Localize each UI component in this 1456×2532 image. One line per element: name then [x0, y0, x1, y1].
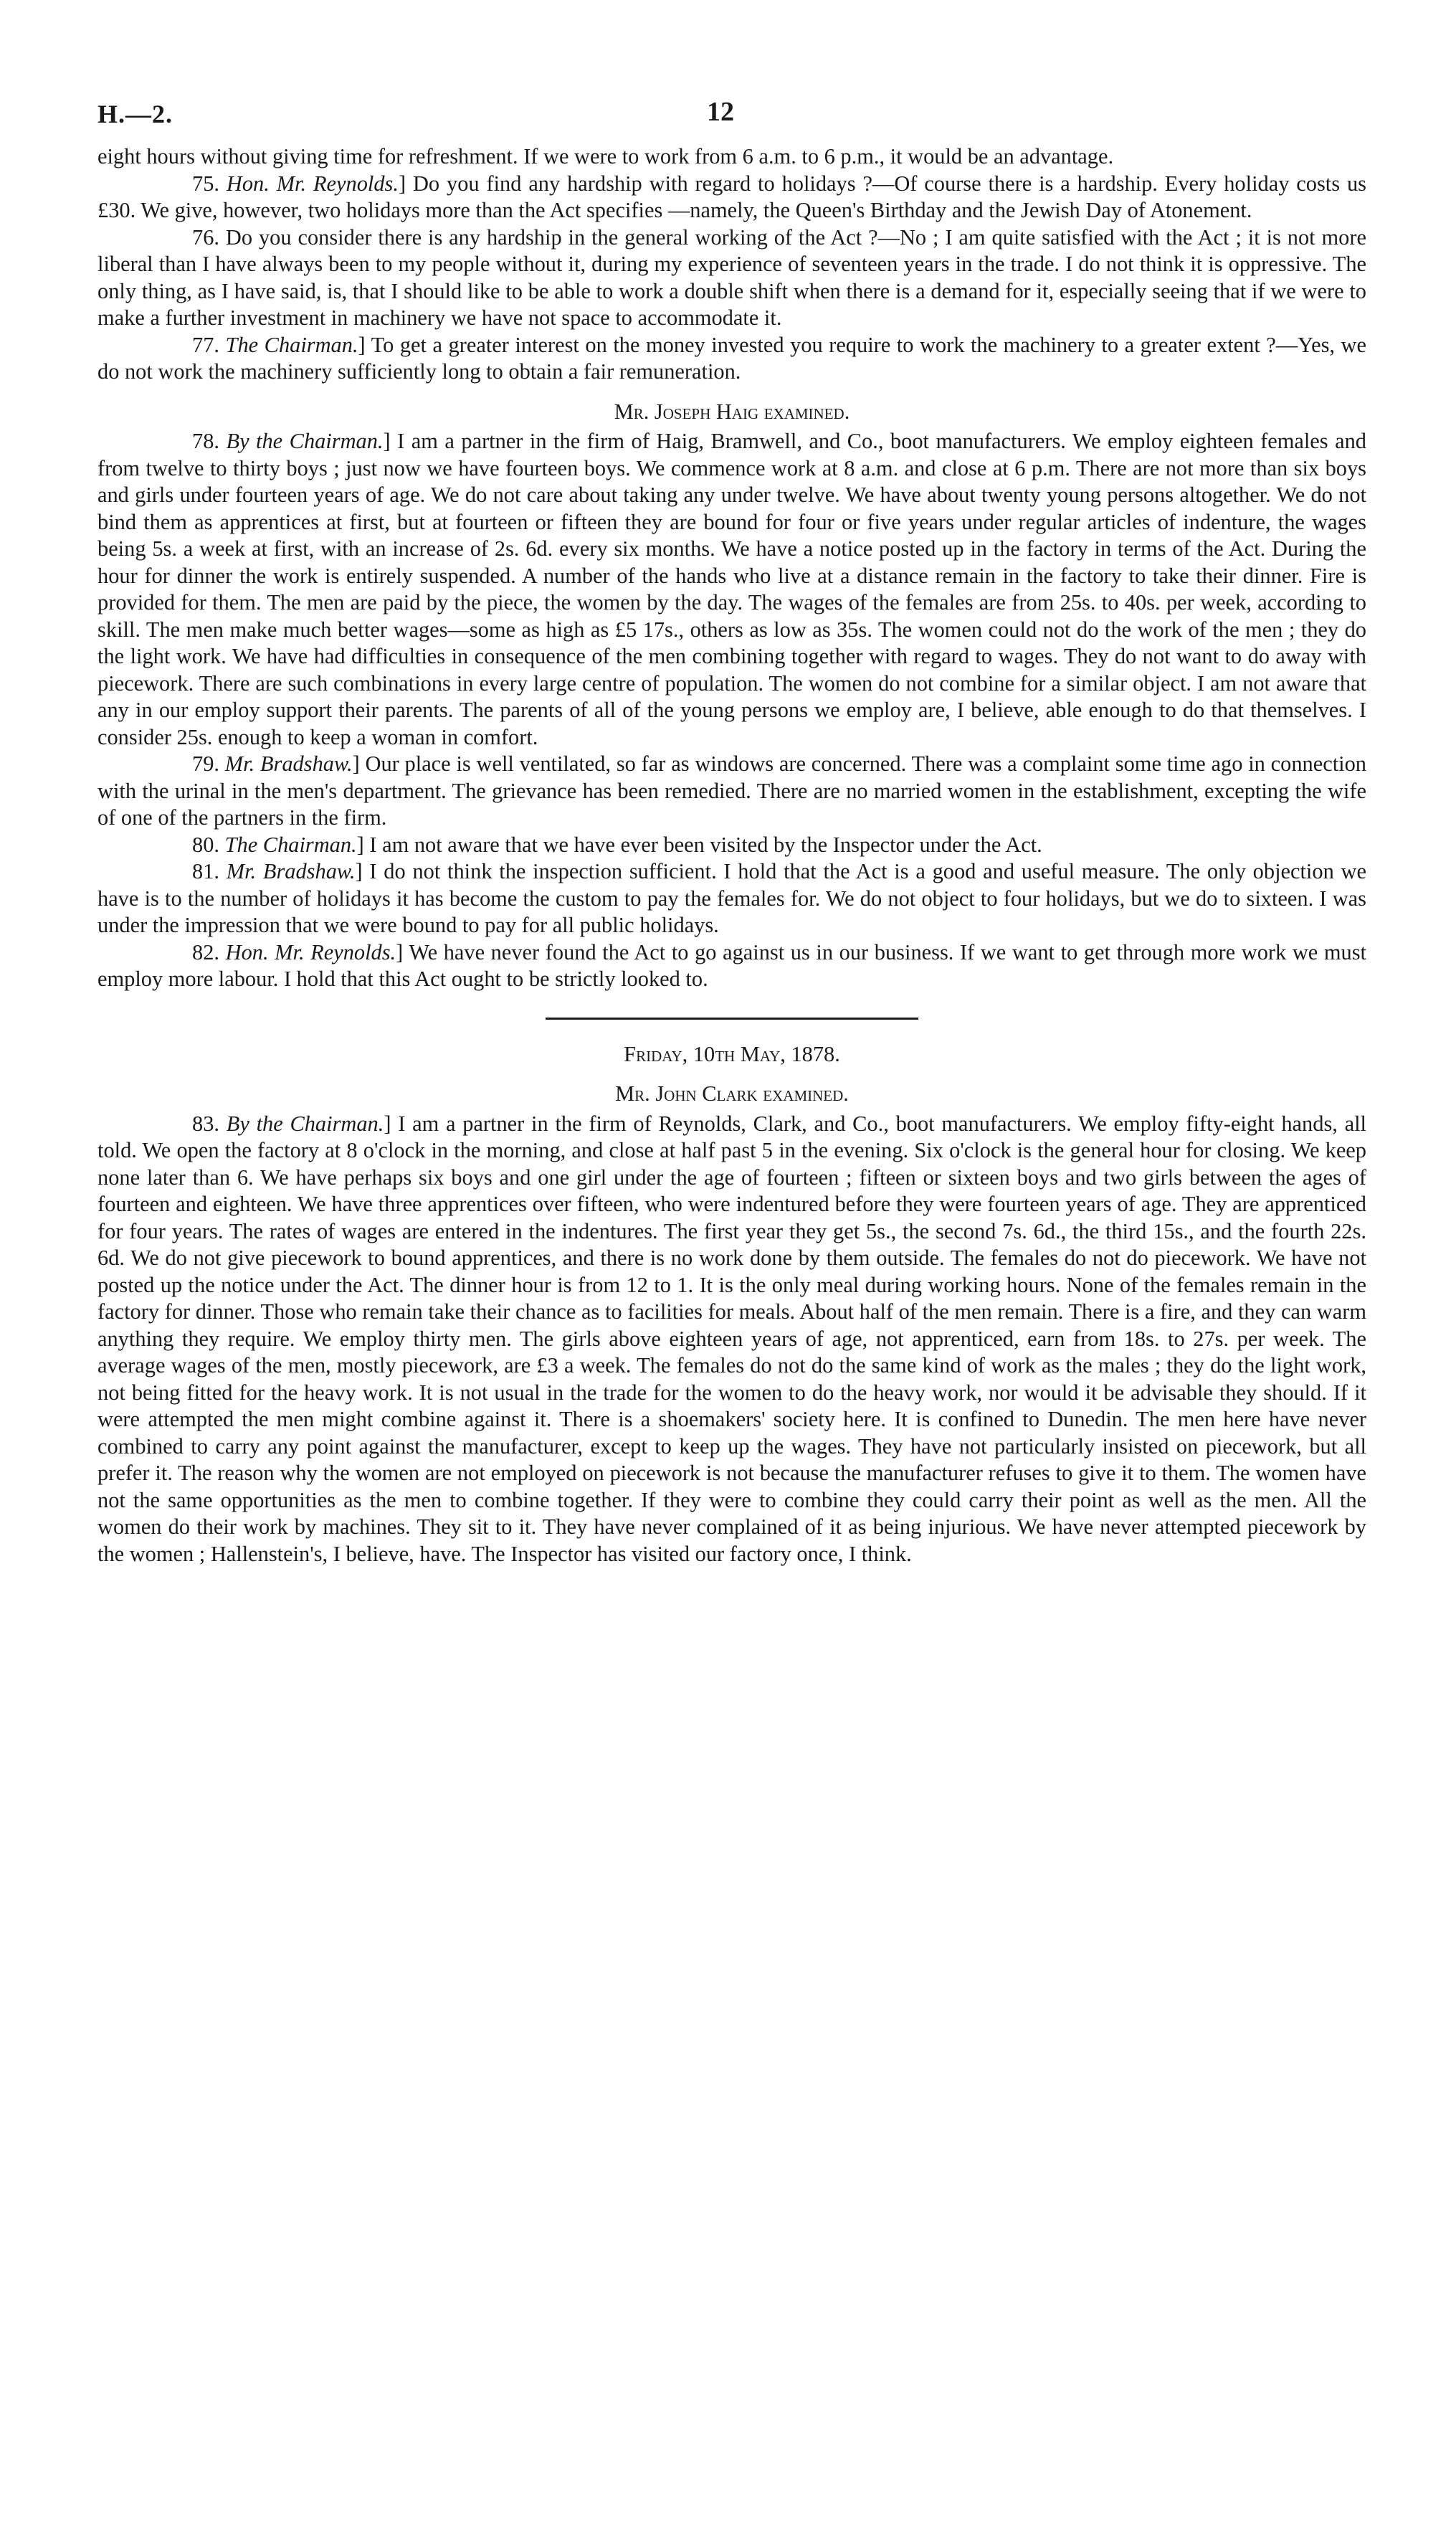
- question-number: 75.: [192, 171, 219, 196]
- testimony-text: eight hours without giving time for refreshment. If we were to work from 6 a.m. to 6 p.m., it would be an advantage.: [97, 144, 1114, 169]
- page-header: [97, 86, 1366, 143]
- page-number: 12: [707, 97, 734, 127]
- testimony-paragraph: [97, 832, 1366, 859]
- question-number: 77.: [192, 332, 219, 357]
- question-number: 78.: [192, 429, 219, 453]
- questioner-name: By the Chairman.: [226, 1111, 384, 1136]
- testimony-paragraph: [97, 428, 1366, 751]
- evidence-section-continued: [97, 143, 1366, 386]
- questioner-name: The Chairman.: [225, 332, 358, 357]
- testimony-text: ] We have never found the Act to go against us in our business. If we want to get through more work we must employ more labour. I hold that this Act ought to be strictly looked to.: [97, 939, 1366, 991]
- testimony-text: ] I am a partner in the firm of Reynolds, Clark, and Co., boot manufacturers. We employ fifty-eight hands, all told. We open the factory at 8 o'clock in the morning, and close at half past 5 in the evening. Six o'clock is the general hour for closing. We keep none later than 6. We have perhaps six boys and one girl under the age of fourteen ; fifteen or sixteen boys and two girls between the ages of fourteen and eighteen. We have three apprentices over fifteen, who were indentured before they were fourteen years of age. They are apprenticed for four years. The rates of wages are entered in the indentures. The first year they get 5s., the second 7s. 6d., the third 15s., and the fourth 22s. 6d. We do not give piecework to bound apprentices, and there is no work done by them outside. The females do not do piecework. We have not posted up the notice under the Act. The dinner hour is from 12 to 1. It is the only meal during working hours. None of the females remain in the factory for dinner. Those who remain take their chance as to facilities for meals. About half of the men remain. There is a fire, and they can warm anything they require. We employ thirty men. The girls above eighteen years of age, not apprenticed, earn from 18s. to 27s. per week. The average wages of the men, mostly piecework, are £3 a week. The females do not do the same kind of work as the males ; they do the light work, not being fitted for the heavy work. It is not usual in the trade for the women to do the heavy work, nor would it be advisable they should. If it were attempted the men might combine against it. There is a shoemakers' society here. It is confined to Dunedin. The men here have never combined to carry any point against the manufacturer, except to keep up the wages. They have not particularly insisted on piecework, but all prefer it. The reason why the women are not employed on piecework is not because the manufacturer refuses to give it to them. The women have not the same opportunities as the men to combine together. If they were to combine they could carry their point as well as the men. All the women do their work by machines. They sit to it. They have never complained of it as being injurious. We have never attempted piecework by the women ; Hallenstein's, I believe, have. The Inspector has visited our factory once, I think.: [97, 1111, 1366, 1566]
- evidence-section-clark: [97, 1111, 1366, 1568]
- witness-heading-clark: Mr. John Clark examined.: [615, 1081, 849, 1106]
- testimony-paragraph: [97, 858, 1366, 939]
- testimony-paragraph: [97, 1111, 1366, 1568]
- section-divider: [546, 1018, 918, 1020]
- document-body: [97, 143, 1366, 1568]
- testimony-paragraph: [97, 143, 1366, 171]
- question-number: 76.: [192, 224, 219, 250]
- questioner-name: The Chairman.: [224, 832, 357, 857]
- question-number: 80.: [192, 832, 219, 857]
- testimony-paragraph: [97, 332, 1366, 386]
- question-number: 82.: [192, 939, 219, 964]
- testimony-paragraph: [97, 939, 1366, 993]
- testimony-text: ] I am a partner in the firm of Haig, Bramwell, and Co., boot manufacturers. We employ eighteen females and from twelve to thirty boys ; just now we have fourteen boys. We commence work at 8 a.m. and close at 6 p.m. There are not more than six boys and girls under fourteen years of age. We do not care about taking any under twelve. We have about twenty young persons altogether. We do not bind them as apprentices at first, but at fourteen or fifteen they are bound for four or five years under regular articles of indenture, the wages being 5s. a week at first, with an increase of 2s. 6d. every six months. We have a notice posted up in the factory in terms of the Act. During the hour for dinner the work is entirely suspended. A number of the hands who live at a distance remain in the factory to take their dinner. Fire is provided for them. The men are paid by the piece, the women by the day. The wages of the females are from 25s. to 40s. per week, according to skill. The men make much better wages—some as high as £5 17s., others as low as 35s. The women could not do the work of the men ; they do the light work. We have had difficulties in consequence of the men combining together with regard to wages. They do not want to do away with piecework. There are such combinations in every large centre of population. The women do not combine for a similar object. I am not aware that any in our employ support their parents. The parents of all of the young persons we employ are, I believe, able enough to do that themselves. I consider 25s. enough to keep a woman in comfort.: [97, 429, 1366, 749]
- questioner-name: Mr. Bradshaw.: [224, 751, 353, 776]
- testimony-paragraph: [97, 171, 1366, 224]
- testimony-text: Do you consider there is any hardship in the general working of the Act ?—No ; I am quite satisfied with the Act ; it is not more liberal than I have always been to my people without it, during my experience of seventeen years in the trade. I do not think it is oppressive. The only thing, as I have said, is, that I should like to be able to work a double shift when there is a demand for it, especially seeing that if we were to make a further investment in machinery we have not space to accommodate it.: [97, 224, 1366, 330]
- questioner-name: By the Chairman.: [226, 429, 384, 453]
- testimony-text: ] I do not think the inspection sufficient. I hold that the Act is a good and useful measure. The only objection we have is to the number of holidays it has become the custom to pay the females for. We do not object to four holidays, but we do to sixteen. I was under the impression that we were bound to pay for all public holidays.: [97, 859, 1366, 937]
- question-number: 79.: [192, 751, 219, 776]
- testimony-paragraph: [97, 751, 1366, 832]
- evidence-section-haig: [97, 428, 1366, 993]
- testimony-text: ] I am not aware that we have ever been visited by the Inspector under the Act.: [356, 832, 1042, 857]
- questioner-name: Hon. Mr. Reynolds.: [226, 171, 399, 196]
- questioner-name: Hon. Mr. Reynolds.: [225, 939, 396, 964]
- document-reference: H.—2.: [97, 100, 173, 128]
- document-page: [97, 86, 1366, 1568]
- testimony-text: ] Do you find any hardship with regard to holidays ?—Of course there is a hardship. Every holiday costs us £30. We give, however, two holidays more than the Act specifies —namely, the Queen's Birthday and the Jewish Day of Atonement.: [97, 171, 1366, 222]
- date-heading: Friday, 10th May, 1878.: [624, 1041, 840, 1066]
- question-number: 81.: [192, 859, 219, 883]
- question-number: 83.: [192, 1111, 219, 1136]
- testimony-text: ] To get a greater interest on the money invested you require to work the machinery to a greater extent ?—Yes, we do not work the machinery sufficiently long to obtain a fair remuneration.: [97, 332, 1366, 384]
- testimony-paragraph: [97, 224, 1366, 332]
- testimony-text: ] Our place is well ventilated, so far as windows are concerned. There was a complaint some time ago in connection with the urinal in the men's department. The grievance has been remedied. There are no married women in the establishment, excepting the wife of one of the partners in the firm.: [97, 751, 1366, 830]
- questioner-name: Mr. Bradshaw.: [226, 859, 356, 883]
- witness-heading-haig: Mr. Joseph Haig examined.: [614, 399, 850, 424]
